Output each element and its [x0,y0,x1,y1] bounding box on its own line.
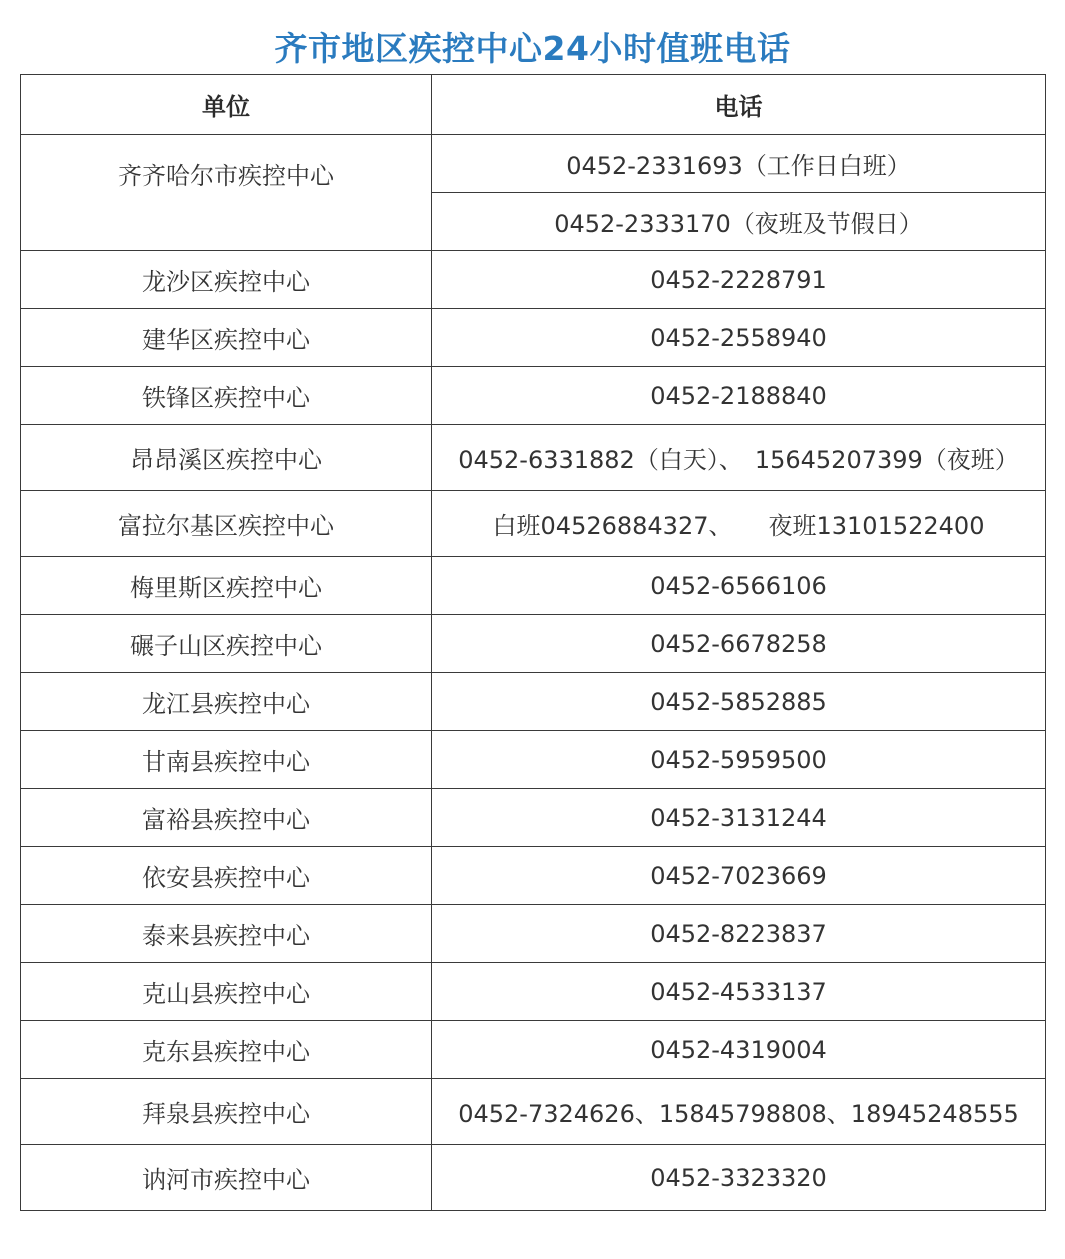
unit-cell: 龙沙区疾控中心 [21,251,432,309]
column-header-phone: 电话 [432,75,1046,135]
unit-cell: 齐齐哈尔市疾控中心 [21,135,432,251]
phone-cell: 0452-7023669 [432,847,1046,905]
table-row [21,1145,1046,1211]
phone-cell: 0452-5852885 [432,673,1046,731]
unit-cell: 铁锋区疾控中心 [21,367,432,425]
table-row [21,963,1046,1021]
table-row [21,615,1046,673]
phone-cell: 0452-3323320 [432,1145,1046,1211]
phone-cell: 0452-4319004 [432,1021,1046,1079]
unit-cell: 富裕县疾控中心 [21,789,432,847]
table-row [21,1079,1046,1145]
phone-cell: 0452-8223837 [432,905,1046,963]
table-row [21,309,1046,367]
phone-cell: 0452-7324626、15845798808、18945248555 [432,1079,1046,1145]
page-title: 齐市地区疾控中心24小时值班电话 [274,29,791,68]
table-row [21,557,1046,615]
unit-cell: 龙江县疾控中心 [21,673,432,731]
unit-cell: 建华区疾控中心 [21,309,432,367]
table-row [21,905,1046,963]
table-row [21,367,1046,425]
table-row [21,425,1046,491]
phone-cell: 0452-2228791 [432,251,1046,309]
phone-cell: 0452-5959500 [432,731,1046,789]
column-header-unit: 单位 [21,75,432,135]
unit-cell: 昂昂溪区疾控中心 [21,425,432,491]
unit-cell: 富拉尔基区疾控中心 [21,491,432,557]
table-row [21,1021,1046,1079]
phone-cell: 0452-4533137 [432,963,1046,1021]
phone-cell: 0452-2331693（工作日白班） [432,135,1046,193]
phone-table [20,74,1046,1211]
unit-cell: 克东县疾控中心 [21,1021,432,1079]
unit-cell: 克山县疾控中心 [21,963,432,1021]
table-row [21,491,1046,557]
phone-cell: 0452-3131244 [432,789,1046,847]
table-row [21,847,1046,905]
table-header-row [21,75,1046,135]
phone-cell: 0452-2188840 [432,367,1046,425]
phone-cell: 白班04526884327、 夜班13101522400 [432,491,1046,557]
table-row [21,789,1046,847]
unit-cell: 甘南县疾控中心 [21,731,432,789]
unit-cell: 梅里斯区疾控中心 [21,557,432,615]
phone-cell: 0452-2333170（夜班及节假日） [432,193,1046,251]
phone-cell: 0452-2558940 [432,309,1046,367]
table-row [21,135,1046,193]
phone-cell: 0452-6331882（白天）、 15645207399（夜班） [432,425,1046,491]
phone-cell: 0452-6678258 [432,615,1046,673]
table-row [21,251,1046,309]
unit-cell: 依安县疾控中心 [21,847,432,905]
phone-cell: 0452-6566106 [432,557,1046,615]
unit-cell: 拜泉县疾控中心 [21,1079,432,1145]
unit-cell: 讷河市疾控中心 [21,1145,432,1211]
table-row [21,673,1046,731]
unit-cell: 泰来县疾控中心 [21,905,432,963]
table-row [21,731,1046,789]
unit-cell: 碾子山区疾控中心 [21,615,432,673]
